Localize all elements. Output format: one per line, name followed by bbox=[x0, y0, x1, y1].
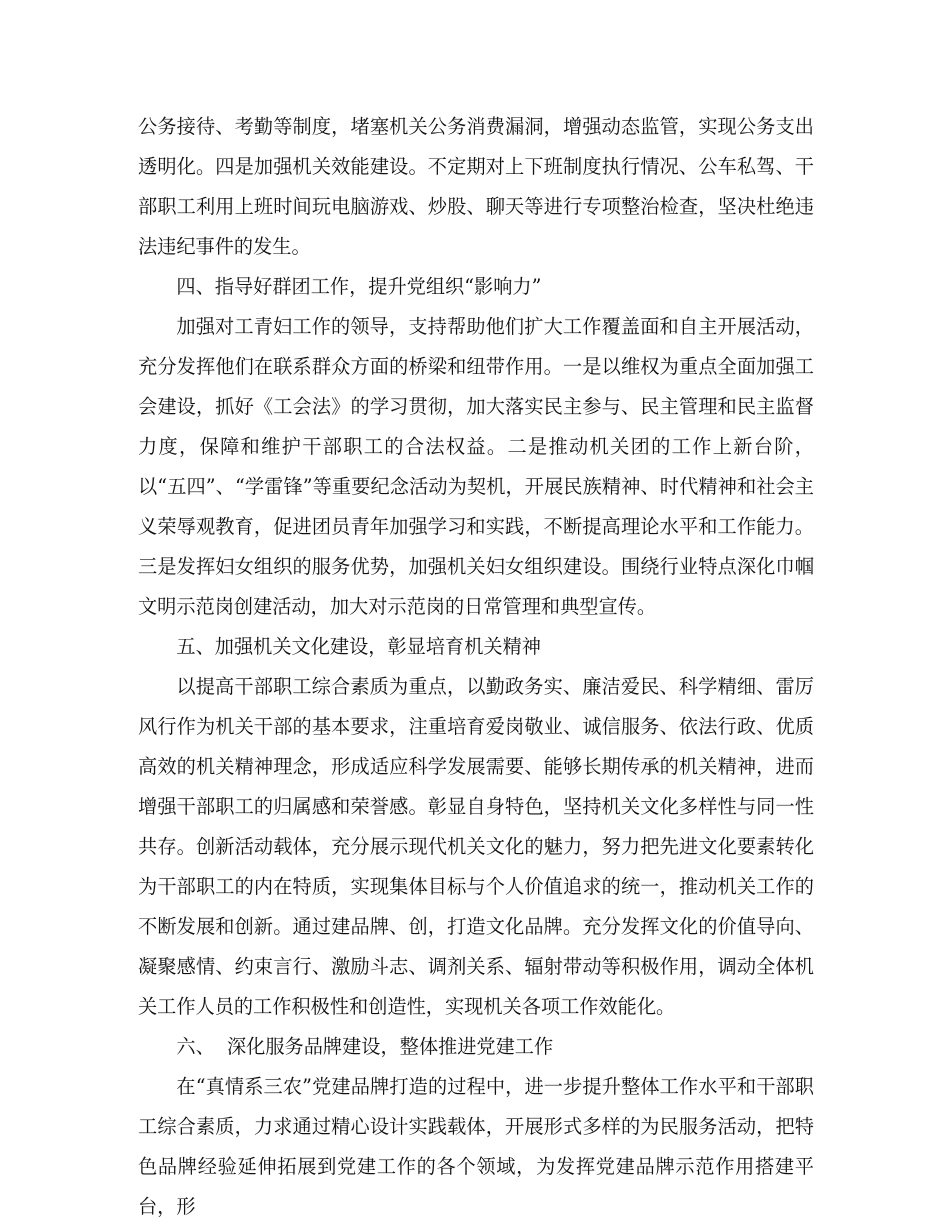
paragraph-section-4: 加强对工青妇工作的领导，支持帮助他们扩大工作覆盖面和自主开展活动，充分发挥他们在联系群众方面的桥梁和纽带作用。一是以维权为重点全面加强工会建设，抓好《工会法》的学习贯彻，加大落实民主参与、民主管理和民主监督力度，保障和维护干部职工的合法权益。二是推动机关团的工作上新台阶，以“五四”、“学雷锋”等重要纪念活动为契机，开展民族精神、时代精神和社会主义荣辱观教育，促进团员青年加强学习和实践，不断提高理论水平和工作能力。三是发挥妇女组织的服务优势，加强机关妇女组织建设。围绕行业特点深化巾帼文明示范岗创建活动，加大对示范岗的日常管理和典型宣传。 bbox=[138, 315, 814, 618]
paragraph-section-6: 在“真情系三农”党建品牌打造的过程中，进一步提升整体工作水平和干部职工综合素质，力求通过精心设计实践载体，开展形式多样的为民服务活动，把特色品牌经验延伸拓展到党建工作的各个领域，为发挥党建品牌示范作用搭建平台，形 bbox=[138, 1075, 814, 1218]
document-body bbox=[138, 107, 814, 1227]
paragraph-continuation: 公务接待、考勤等制度，堵塞机关公务消费漏洞，增强动态监管，实现公务支出透明化。四是加强机关效能建设。不定期对上下班制度执行情况、公车私驾、干部职工利用上班时间玩电脑游戏、炒股、聊天等进行专项整治检查，坚决杜绝违法违纪事件的发生。 bbox=[138, 115, 814, 258]
paragraph-section-5: 以提高干部职工综合素质为重点，以勤政务实、廉洁爱民、科学精细、雷厉风行作为机关干部的基本要求，注重培育爱岗敬业、诚信服务、依法行政、优质高效的机关精神理念，形成适应科学发展需要、能够长期传承的机关精神，进而增强干部职工的归属感和荣誉感。彰显自身特色，坚持机关文化多样性与同一性共存。创新活动载体，充分展示现代机关文化的魅力，努力把先进文化要素转化为干部职工的内在特质，实现集体目标与个人价值追求的统一，推动机关工作的不断发展和创新。通过建品牌、创，打造文化品牌。充分发挥文化的价值导向、凝聚感情、约束言行、激励斗志、调剂关系、辐射带动等积极作用，调动全体机关工作人员的工作积极性和创造性，实现机关各项工作效能化。 bbox=[138, 675, 814, 1018]
section-heading-4: 四、指导好群团工作，提升党组织“影响力” bbox=[176, 275, 542, 298]
section-heading-5: 五、加强机关文化建设，彰显培育机关精神 bbox=[176, 635, 541, 658]
section-heading-6: 六、 深化服务品牌建设，整体推进党建工作 bbox=[176, 1035, 554, 1058]
